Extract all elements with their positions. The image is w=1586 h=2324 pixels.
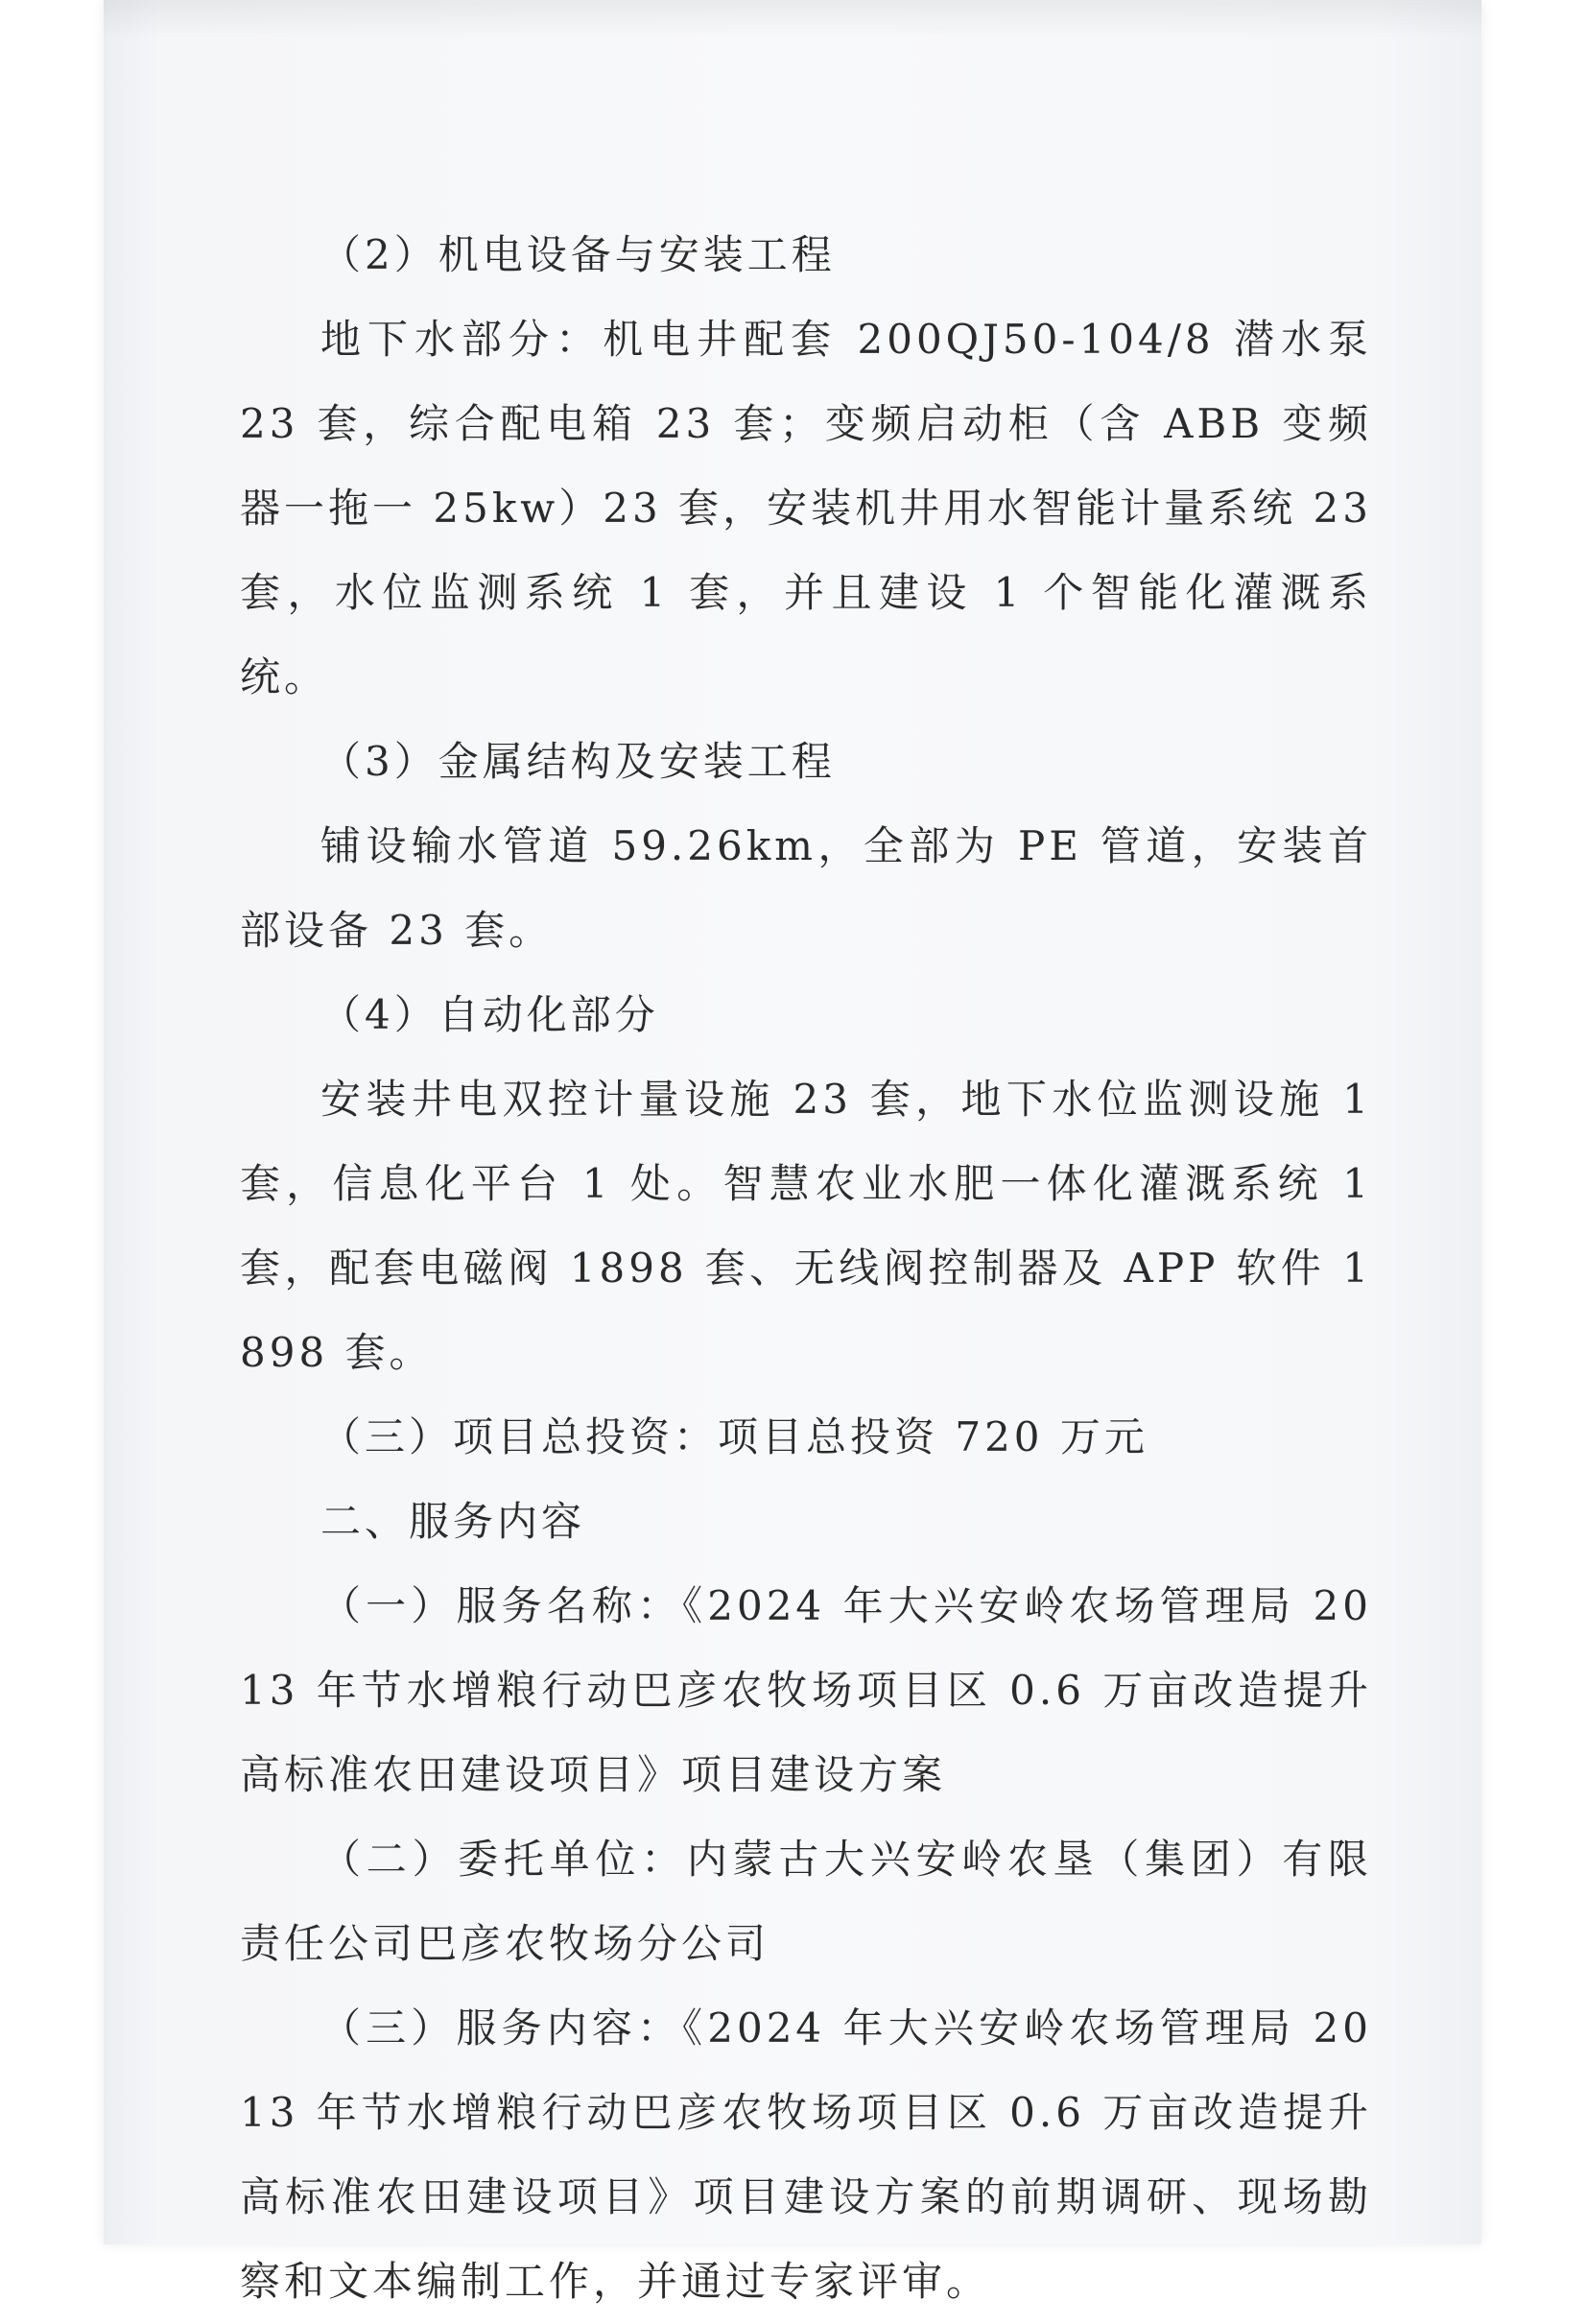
paragraph-automation: 安装井电双控计量设施 23 套，地下水位监测设施 1 套，信息化平台 1 处。智慧农业水肥一体化灌溉系统 1 套，配套电磁阀 1898 套、无线阀控制器及 APP 软件 1898 套。 (240, 1076, 1372, 1376)
paragraph-pipeline: 铺设输水管道 59.26km，全部为 PE 管道，安装首部设备 23 套。 (240, 822, 1372, 954)
paragraph-client: （二）委托单位：内蒙古大兴安岭农垦（集团）有限责任公司巴彦农牧场分公司 (240, 1836, 1372, 1967)
paper-shadow (104, 0, 1481, 38)
document-body (240, 213, 1372, 2324)
section-heading-service: 二、服务内容 (320, 1498, 586, 1545)
paragraph-total-investment: （三）项目总投资：项目总投资 720 万元 (320, 1413, 1148, 1460)
paragraph-groundwater: 地下水部分：机电井配套 200QJ50-104/8 潜水泵 23 套，综合配电箱 23 套；变频启动柜（含 ABB 变频器一拖一 25kw）23 套，安装机井用水智能计量系统 23 套，水位监测系统 1 套，并且建设 1 个智能化灌溉系统。 (240, 316, 1372, 700)
paragraph-service-content: （三）服务内容：《2024 年大兴安岭农场管理局 2013 年节水增粮行动巴彦农牧场项目区 0.6 万亩改造提升高标准农田建设项目》项目建设方案的前期调研、现场勘察和文本编制工作，并通过专家评审。 (240, 2004, 1372, 2305)
heading-metal-structure: （3）金属结构及安装工程 (320, 738, 836, 785)
heading-automation: （4）自动化部分 (320, 991, 659, 1038)
heading-electromechanical: （2）机电设备与安装工程 (320, 231, 836, 278)
paragraph-service-name: （一）服务名称：《2024 年大兴安岭农场管理局 2013 年节水增粮行动巴彦农牧场项目区 0.6 万亩改造提升高标准农田建设项目》项目建设方案 (240, 1582, 1372, 1798)
